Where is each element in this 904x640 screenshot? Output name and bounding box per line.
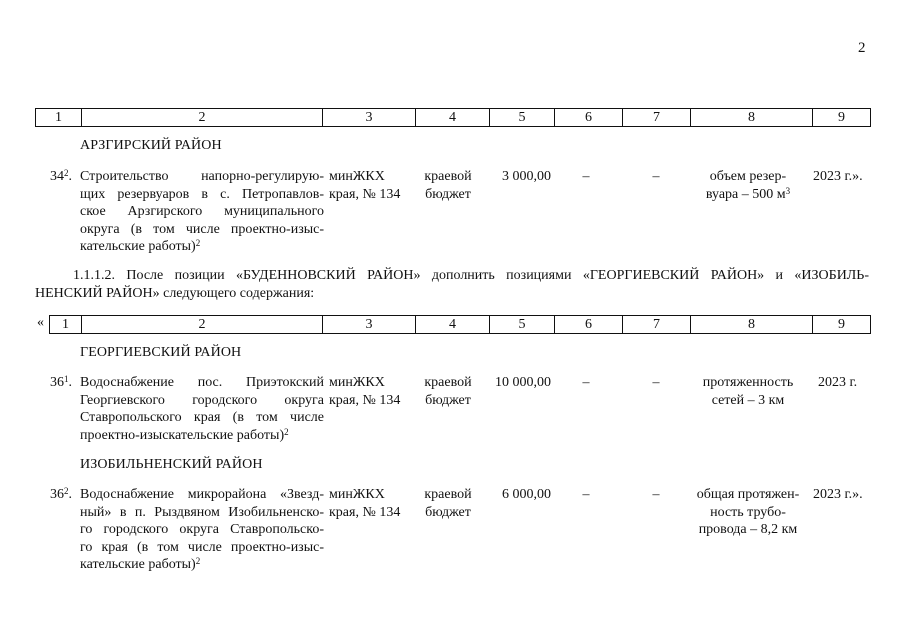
row-col6: – bbox=[582, 487, 590, 502]
header-col-6: 6 bbox=[555, 316, 623, 333]
row-col6: – bbox=[582, 375, 590, 390]
instruction-paragraph: 1.1.1.2. После позиции «БУДЕННОВСКИЙ РАЙОН» дополнить позициями «ГЕОРГИЕВСКИЙ РАЙОН» и «ИЗОБИЛЬ- НЕНСКИЙ РАЙОН» следующего содержания: bbox=[35, 268, 869, 301]
row-year: 2023 г.». bbox=[813, 487, 863, 502]
row-col7: – bbox=[652, 169, 660, 184]
quote-open: « bbox=[37, 315, 44, 330]
row-description: Водоснабжение пос. Приэтокский Георгиевского городского округа Ставропольского края (в том числе проектно-изыскательские работы)$^2$ bbox=[80, 375, 324, 443]
row-customer: минЖКХ края, № 134 bbox=[329, 375, 401, 408]
row-result: объем резер- вуара – 500 $м^3$ bbox=[705, 169, 791, 202]
header-col-2: 2 bbox=[82, 109, 323, 126]
header-col-3: 3 bbox=[323, 316, 416, 333]
row-col7: – bbox=[652, 375, 660, 390]
header-col-5: 5 bbox=[490, 109, 555, 126]
row-customer: минЖКХ края, № 134 bbox=[329, 169, 401, 202]
row-result: протяженность сетей – 3 км bbox=[702, 375, 794, 408]
table-header-row bbox=[49, 315, 871, 334]
header-col-8: 8 bbox=[691, 109, 813, 126]
page-number: 2 bbox=[858, 40, 866, 56]
row-budget: краевой бюджет bbox=[424, 169, 472, 202]
header-col-1: 1 bbox=[50, 316, 82, 333]
row-budget: краевой бюджет bbox=[424, 487, 472, 520]
row-customer: минЖКХ края, № 134 bbox=[329, 487, 401, 520]
header-col-4: 4 bbox=[416, 109, 490, 126]
row-number: $36^2$. bbox=[50, 486, 72, 502]
header-col-9: 9 bbox=[838, 317, 845, 332]
header-col-7: 7 bbox=[623, 109, 691, 126]
header-col-1: 1 bbox=[36, 109, 82, 126]
row-result: общая протяжен- ность трубо- провода – 8,2 км bbox=[696, 487, 800, 537]
row-description: Строительство напорно-регулирую- щих резервуаров в с. Петропавлов- ское Арзгирского муниципального округа (в том числе проектно-изыс- кательские работы)$^2$ bbox=[80, 169, 324, 254]
row-amount: 6 000,00 bbox=[502, 487, 551, 502]
row-amount: 10 000,00 bbox=[495, 375, 551, 390]
row-col6: – bbox=[582, 169, 590, 184]
header-col-3: 3 bbox=[323, 109, 416, 126]
section-title: ИЗОБИЛЬНЕНСКИЙ РАЙОН bbox=[80, 457, 263, 472]
header-col-8: 8 bbox=[691, 316, 813, 333]
table-header-row bbox=[35, 108, 871, 127]
row-budget: краевой бюджет bbox=[424, 375, 472, 408]
header-col-7: 7 bbox=[623, 316, 691, 333]
header-col-6: 6 bbox=[555, 109, 623, 126]
row-year: 2023 г. bbox=[818, 375, 858, 390]
header-col-9: 9 bbox=[838, 110, 845, 125]
header-col-5: 5 bbox=[490, 316, 555, 333]
row-amount: 3 000,00 bbox=[502, 169, 551, 184]
row-number: $36^1$. bbox=[50, 374, 72, 390]
header-col-2: 2 bbox=[82, 316, 323, 333]
row-number: $34^2$. bbox=[50, 168, 72, 184]
row-year: 2023 г.». bbox=[813, 169, 863, 184]
section-title: ГЕОРГИЕВСКИЙ РАЙОН bbox=[80, 345, 242, 360]
header-col-4: 4 bbox=[416, 316, 490, 333]
row-description: Водоснабжение микрорайона «Звезд- ный» в п. Рыздвяном Изобильненско- го городского округа Ставропольско- го края (в том числе проектно-изыс- кательские работы)$^2$ bbox=[80, 487, 324, 572]
section-title: АРЗГИРСКИЙ РАЙОН bbox=[80, 138, 222, 153]
row-col7: – bbox=[652, 487, 660, 502]
